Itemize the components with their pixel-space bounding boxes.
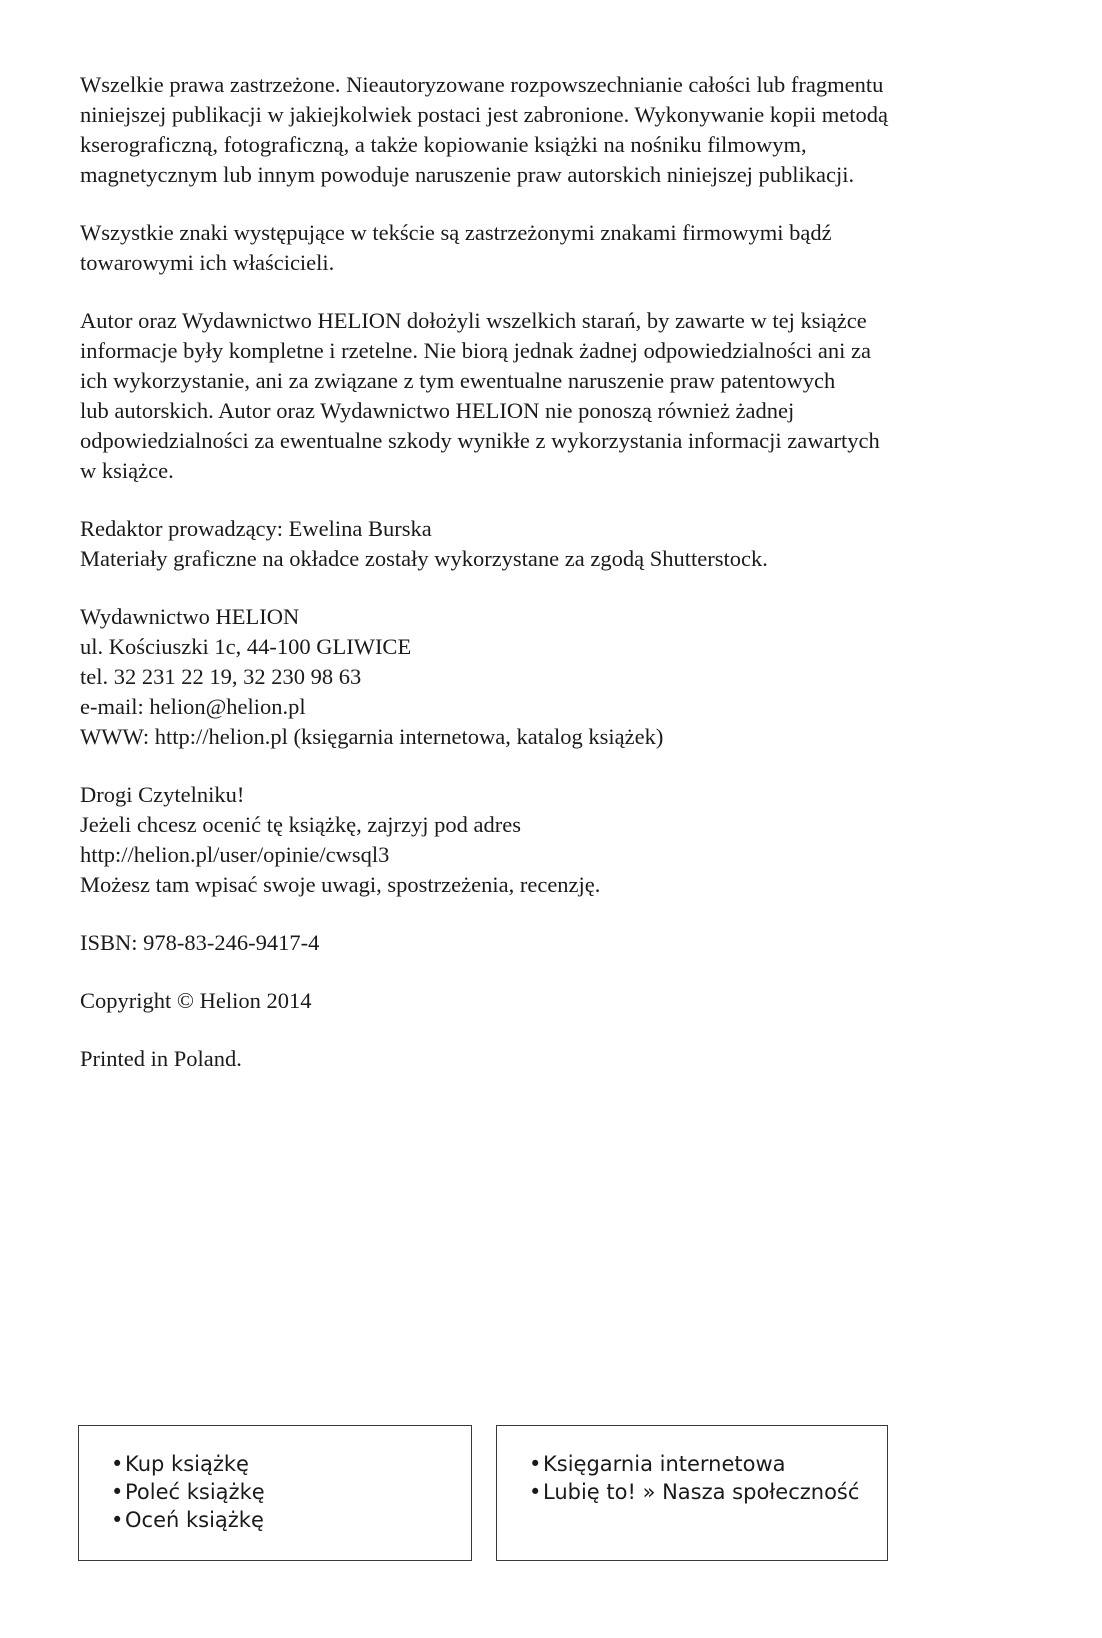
bullet-icon: •: [111, 1508, 124, 1532]
text-line: Wszystkie znaki występujące w tekście są zastrzeżonymi znakami firmowymi bądź: [80, 220, 832, 245]
text-line: ISBN: 978-83-246-9417-4: [80, 930, 320, 955]
bullet-icon: •: [529, 1480, 542, 1504]
text-line: informacje były kompletne i rzetelne. Nie biorą jednak żadnej odpowiedzialności ani za: [80, 338, 871, 363]
isbn-paragraph: [80, 928, 1020, 958]
text-line: magnetycznym lub innym powoduje naruszenie praw autorskich niniejszej publikacji.: [80, 162, 855, 187]
link-label: Kup książkę: [125, 1452, 249, 1476]
reader-message-paragraph: [80, 780, 1020, 900]
text-line: odpowiedzialności za ewentualne szkody wynikłe z wykorzystania informacji zawartych: [80, 428, 880, 453]
bullet-icon: •: [111, 1452, 124, 1476]
link-label: Poleć książkę: [125, 1480, 265, 1504]
publisher-address-paragraph: [80, 602, 1020, 752]
recommend-book-link[interactable]: [111, 1478, 471, 1506]
online-bookstore-link[interactable]: [529, 1450, 887, 1478]
disclaimer-paragraph: [80, 306, 1020, 486]
copyright-page: [80, 70, 1020, 1102]
rate-book-link[interactable]: [111, 1506, 471, 1534]
text-line: Drogi Czytelniku!: [80, 782, 245, 807]
trademarks-paragraph: [80, 218, 1020, 278]
bullet-icon: •: [111, 1480, 124, 1504]
editor-credits-paragraph: [80, 514, 1020, 574]
text-line: Wydawnictwo HELION: [80, 604, 300, 629]
bullet-icon: •: [529, 1452, 542, 1476]
buy-book-link[interactable]: [111, 1450, 471, 1478]
text-line: niniejszej publikacji w jakiejkolwiek postaci jest zabronione. Wykonywanie kopii metodą: [80, 102, 889, 127]
text-line: lub autorskich. Autor oraz Wydawnictwo HELION nie ponoszą również żadnej: [80, 398, 795, 423]
link-boxes: [78, 1425, 1026, 1565]
link-label: Księgarnia internetowa: [543, 1452, 786, 1476]
text-line: http://helion.pl/user/opinie/cwsql3: [80, 842, 390, 867]
text-line: ul. Kościuszki 1c, 44-100 GLIWICE: [80, 634, 412, 659]
text-line: kserograficzną, fotograficzną, a także kopiowanie książki na nośniku filmowym,: [80, 132, 807, 157]
book-actions-box: [78, 1425, 472, 1561]
community-box: [496, 1425, 888, 1561]
link-label: Lubię to! » Nasza społeczność: [543, 1480, 860, 1504]
text-line: e-mail: helion@helion.pl: [80, 694, 306, 719]
like-community-link[interactable]: [529, 1478, 887, 1506]
text-line: ich wykorzystanie, ani za związane z tym ewentualne naruszenie praw patentowych: [80, 368, 836, 393]
text-line: Jeżeli chcesz ocenić tę książkę, zajrzyj pod adres: [80, 812, 522, 837]
text-line: Redaktor prowadzący: Ewelina Burska: [80, 516, 432, 541]
text-line: Autor oraz Wydawnictwo HELION dołożyli wszelkich starań, by zawarte w tej książce: [80, 308, 867, 333]
text-line: WWW: http://helion.pl (księgarnia internetowa, katalog książek): [80, 724, 664, 749]
text-line: Printed in Poland.: [80, 1046, 242, 1071]
rights-reserved-paragraph: [80, 70, 1020, 190]
text-line: Wszelkie prawa zastrzeżone. Nieautoryzowane rozpowszechnianie całości lub fragmentu: [80, 72, 884, 97]
copyright-paragraph: [80, 986, 1020, 1016]
text-line: Możesz tam wpisać swoje uwagi, spostrzeżenia, recenzję.: [80, 872, 601, 897]
text-line: Materiały graficzne na okładce zostały wykorzystane za zgodą Shutterstock.: [80, 546, 768, 571]
text-line: towarowymi ich właścicieli.: [80, 250, 335, 275]
printed-in-paragraph: [80, 1044, 1020, 1074]
text-line: w książce.: [80, 458, 174, 483]
link-label: Oceń książkę: [125, 1508, 264, 1532]
text-line: Copyright © Helion 2014: [80, 988, 312, 1013]
text-line: tel. 32 231 22 19, 32 230 98 63: [80, 664, 362, 689]
